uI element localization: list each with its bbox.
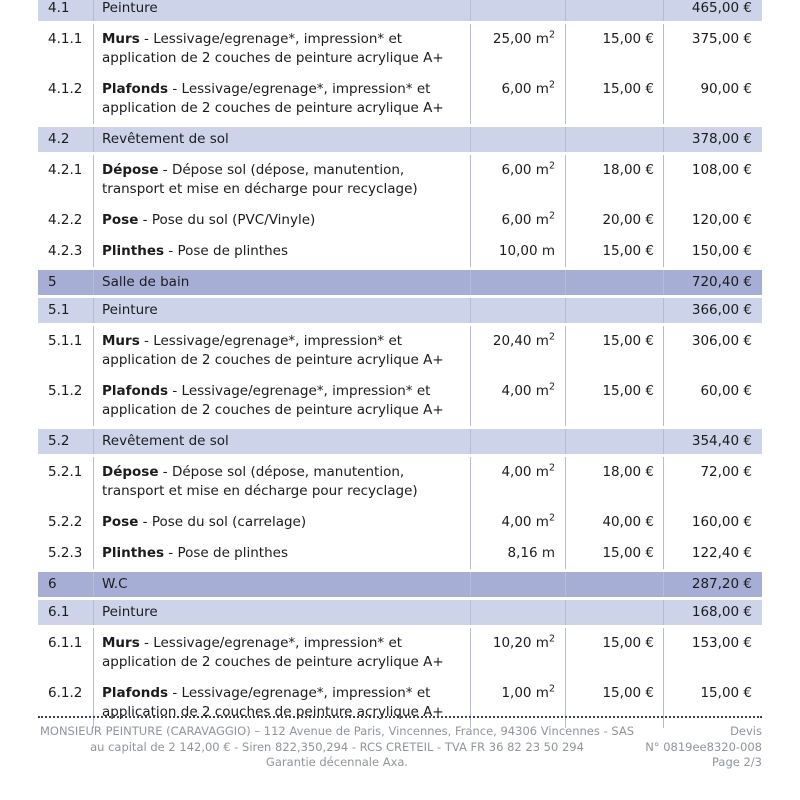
row-description: Murs - Lessivage/egrenage*, impression* et application de 2 couches de peinture acrylique A+	[93, 326, 470, 376]
row-unit-price: 15,00 €	[565, 538, 663, 569]
row-quantity: 4,00 $m^2$	[470, 457, 565, 507]
footer-divider	[38, 716, 762, 718]
row-unit-price	[565, 298, 663, 323]
row-number: 5.2.2	[48, 514, 83, 530]
item-term: Dépose	[102, 162, 159, 178]
table-row-6	[38, 572, 762, 597]
row-number: 6	[48, 576, 57, 592]
square-meter-exponent: 2	[548, 160, 555, 172]
row-description: Plinthes - Pose de plinthes	[93, 236, 470, 267]
row-description: Plinthes - Pose de plinthes	[93, 538, 470, 569]
company-line-1: MONSIEUR PEINTURE (CARAVAGGIO) – 112 Avenue de Paris, Vincennes, France, 94306 Vincennes - SAS	[39, 724, 635, 738]
row-quantity: 6,00 $m^2$	[470, 205, 565, 236]
square-meter-exponent: 2	[548, 683, 555, 695]
row-total: 150,00 €	[663, 236, 762, 267]
row-number: 4.2.3	[48, 243, 83, 259]
item-term: Plinthes	[102, 545, 165, 561]
row-number: 4.1.1	[48, 31, 83, 47]
row-unit-price: 15,00 €	[565, 376, 663, 426]
row-quantity: 6,00 $m^2$	[470, 155, 565, 205]
square-meter-exponent: 2	[548, 210, 555, 222]
row-number: 4.2.2	[48, 212, 83, 228]
row-number: 6.1.2	[48, 685, 83, 701]
page-footer	[38, 716, 762, 771]
row-unit-price: 15,00 €	[565, 74, 663, 124]
row-total: 72,00 €	[663, 457, 762, 507]
row-quantity: 4,00 $m^2$	[470, 507, 565, 538]
company-line-3: Garantie décennale Axa.	[265, 755, 409, 769]
section-label: Revêtement de sol	[93, 127, 470, 152]
table-row-5.2	[38, 429, 762, 454]
row-number: 5.2.3	[48, 545, 83, 561]
doc-type-label: Devis	[730, 724, 762, 738]
row-unit-price: 15,00 €	[565, 236, 663, 267]
table-row-4.2	[38, 127, 762, 152]
row-unit-price: 15,00 €	[565, 24, 663, 74]
row-quantity: 10,00 m	[470, 236, 565, 267]
row-description: Plafonds - Lessivage/egrenage*, impression* et application de 2 couches de peinture acrylique A+	[93, 678, 470, 728]
section-label: Peinture	[93, 0, 470, 21]
item-term: Dépose	[102, 464, 159, 480]
row-total: 366,00 €	[663, 298, 762, 323]
table-row-4.2.1	[38, 155, 762, 205]
page-indicator: Page 2/3	[711, 755, 762, 769]
row-number: 4.1.2	[48, 81, 83, 97]
table-row-6.1.1	[38, 628, 762, 678]
row-quantity	[470, 429, 565, 454]
row-total: 120,00 €	[663, 205, 762, 236]
row-total: 375,00 €	[663, 24, 762, 74]
item-term: Pose	[102, 212, 139, 228]
row-total: 378,00 €	[663, 127, 762, 152]
row-quantity: 25,00 $m^2$	[470, 24, 565, 74]
row-description: Murs - Lessivage/egrenage*, impression* et application de 2 couches de peinture acrylique A+	[93, 628, 470, 678]
table-row-5.2.3	[38, 538, 762, 569]
row-description: Murs - Lessivage/egrenage*, impression* et application de 2 couches de peinture acrylique A+	[93, 24, 470, 74]
row-total: 160,00 €	[663, 507, 762, 538]
item-term: Murs	[102, 333, 140, 349]
row-number: 4.2.1	[48, 162, 83, 178]
item-term: Murs	[102, 31, 140, 47]
row-unit-price	[565, 0, 663, 21]
row-total: 465,00 €	[663, 0, 762, 21]
item-term: Plafonds	[102, 685, 169, 701]
row-total: 168,00 €	[663, 600, 762, 625]
row-unit-price	[565, 127, 663, 152]
row-number: 5	[48, 274, 57, 290]
row-quantity: 8,16 m	[470, 538, 565, 569]
row-unit-price: 15,00 €	[565, 678, 663, 728]
row-unit-price: 18,00 €	[565, 457, 663, 507]
row-quantity: 6,00 $m^2$	[470, 74, 565, 124]
row-total: 720,40 €	[663, 270, 762, 295]
row-total: 306,00 €	[663, 326, 762, 376]
row-unit-price: 15,00 €	[565, 326, 663, 376]
row-total: 15,00 €	[663, 678, 762, 728]
company-line-2: au capital de 2 142,00 € - Siren 822,350,294 - RCS CRETEIL - TVA FR 36 82 23 50 294	[90, 739, 584, 754]
row-quantity	[470, 572, 565, 597]
table-row-5.1	[38, 298, 762, 323]
square-meter-exponent: 2	[548, 331, 555, 343]
company-info	[38, 724, 636, 771]
square-meter-exponent: 2	[548, 633, 555, 645]
row-total: 153,00 €	[663, 628, 762, 678]
row-unit-price: 15,00 €	[565, 628, 663, 678]
item-term: Plinthes	[102, 243, 165, 259]
table-row-5.1.1	[38, 326, 762, 376]
square-meter-exponent: 2	[548, 29, 555, 41]
section-label: Revêtement de sol	[93, 429, 470, 454]
items-table	[38, 0, 762, 728]
row-description: Dépose - Dépose sol (dépose, manutention, transport et mise en décharge pour recyclage)	[93, 457, 470, 507]
table-row-5.2.1	[38, 457, 762, 507]
table-row-4.1	[38, 0, 762, 21]
item-term: Plafonds	[102, 81, 169, 97]
row-quantity	[470, 127, 565, 152]
table-row-6.1	[38, 600, 762, 625]
row-unit-price	[565, 600, 663, 625]
row-total: 108,00 €	[663, 155, 762, 205]
item-term: Pose	[102, 514, 139, 530]
section-label: Salle de bain	[93, 270, 470, 295]
row-number: 5.2.1	[48, 464, 83, 480]
table-row-5.2.2	[38, 507, 762, 538]
item-term: Murs	[102, 635, 140, 651]
table-row-4.1.2	[38, 74, 762, 124]
row-description: Pose - Pose du sol (carrelage)	[93, 507, 470, 538]
square-meter-exponent: 2	[548, 512, 555, 524]
row-quantity	[470, 270, 565, 295]
row-quantity: 20,40 $m^2$	[470, 326, 565, 376]
table-row-4.1.1	[38, 24, 762, 74]
section-label: Peinture	[93, 600, 470, 625]
row-quantity: 4,00 $m^2$	[470, 376, 565, 426]
row-number: 5.1	[48, 302, 70, 318]
item-term: Plafonds	[102, 383, 169, 399]
document-meta	[636, 724, 762, 771]
row-quantity: 1,00 $m^2$	[470, 678, 565, 728]
row-quantity	[470, 298, 565, 323]
square-meter-exponent: 2	[548, 79, 555, 91]
row-number: 6.1.1	[48, 635, 83, 651]
row-number: 5.1.2	[48, 383, 83, 399]
row-description: Plafonds - Lessivage/egrenage*, impression* et application de 2 couches de peinture acrylique A+	[93, 74, 470, 124]
section-label: Peinture	[93, 298, 470, 323]
table-row-5	[38, 270, 762, 295]
row-number: 5.1.1	[48, 333, 83, 349]
square-meter-exponent: 2	[548, 381, 555, 393]
row-unit-price	[565, 572, 663, 597]
doc-number: N° 0819ee8320-008	[645, 739, 762, 754]
row-total: 122,40 €	[663, 538, 762, 569]
row-unit-price: 40,00 €	[565, 507, 663, 538]
row-total: 90,00 €	[663, 74, 762, 124]
row-description: Pose - Pose du sol (PVC/Vinyle)	[93, 205, 470, 236]
section-label: W.C	[93, 572, 470, 597]
row-number: 4.2	[48, 131, 70, 147]
row-quantity	[470, 600, 565, 625]
row-description: Dépose - Dépose sol (dépose, manutention, transport et mise en décharge pour recyclage)	[93, 155, 470, 205]
table-row-5.1.2	[38, 376, 762, 426]
table-row-4.2.2	[38, 205, 762, 236]
row-unit-price	[565, 270, 663, 295]
row-unit-price: 20,00 €	[565, 205, 663, 236]
row-description: Plafonds - Lessivage/egrenage*, impression* et application de 2 couches de peinture acrylique A+	[93, 376, 470, 426]
square-meter-exponent: 2	[548, 462, 555, 474]
row-number: 4.1	[48, 0, 70, 16]
row-quantity	[470, 0, 565, 21]
row-total: 60,00 €	[663, 376, 762, 426]
row-number: 5.2	[48, 433, 70, 449]
row-number: 6.1	[48, 604, 70, 620]
table-row-4.2.3	[38, 236, 762, 267]
row-total: 354,40 €	[663, 429, 762, 454]
row-unit-price	[565, 429, 663, 454]
row-unit-price: 18,00 €	[565, 155, 663, 205]
row-quantity: 10,20 $m^2$	[470, 628, 565, 678]
row-total: 287,20 €	[663, 572, 762, 597]
